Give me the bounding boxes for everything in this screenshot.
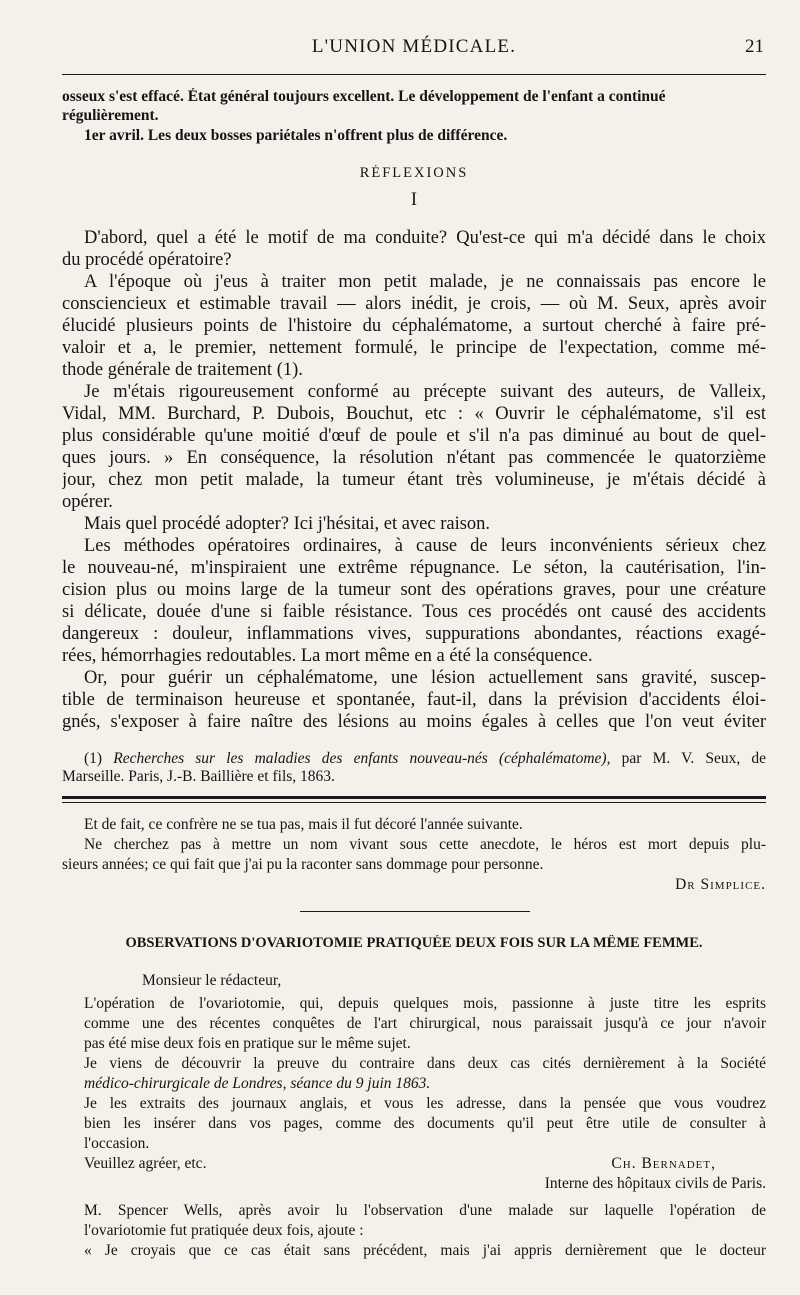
section-rule	[62, 802, 766, 803]
letter-line: Je viens de découvrir la preuve du contraire dans deux cas cités dernièrement à la Société	[84, 1055, 766, 1072]
footnote-marker: (1)	[84, 750, 103, 767]
footnote-line: Marseille. Paris, J.-B. Baillière et fils, 1863.	[62, 768, 335, 785]
paragraph-line: Vidal, MM. Burchard, P. Dubois, Bouchut, etc : « Ouvrir le céphalématome, s'il est	[62, 404, 766, 424]
paragraph-line: opérer.	[62, 492, 113, 512]
roman-numeral: I	[410, 190, 418, 210]
report-line: « Je croyais que ce cas était sans précédent, mais j'ai appris dernièrement que le docteur	[84, 1242, 766, 1259]
paragraph-line: le nouveau-né, m'inspiraient une extrême répugnance. Le séton, la cautérisation, l'in-	[62, 558, 766, 578]
signer-name: Ch. Bernadet,	[611, 1155, 716, 1172]
letter-line: pas été mise deux fois en pratique sur le même sujet.	[84, 1035, 411, 1052]
section-rule	[62, 796, 766, 799]
paragraph-line: Or, pour guérir un céphalématome, une lésion actuellement sans gravité, suscep-	[84, 668, 766, 688]
letter-line: Je les extraits des journaux anglais, et vous les adresse, dans la pensée que vous voudrez	[84, 1095, 766, 1112]
header-rule	[62, 74, 766, 75]
paragraph-line: valoir et a, le premier, nettement formulé, le principe de l'expectation, comme mé-	[62, 338, 766, 358]
journal-title: L'UNION MÉDICALE.	[311, 36, 517, 57]
paragraph-line: thode générale de traitement (1).	[62, 360, 303, 380]
paragraph-line: A l'époque où j'eus à traiter mon petit malade, je ne connaissais pas encore le	[84, 272, 766, 292]
paragraph-line: Les méthodes opératoires ordinaires, à cause de leurs inconvénients sérieux chez	[84, 536, 766, 556]
footnote-line	[62, 750, 766, 768]
paragraph-line: élucidé plusieurs points de l'histoire du céphalématome, a surtout cherché à faire pré-	[62, 316, 766, 336]
page-header	[62, 30, 766, 60]
footnote-citation: par M. V. Seux, de	[621, 750, 766, 767]
letter-line: bien les insérer dans vos pages, comme des documents qu'il peut être utile de consulter à	[84, 1115, 766, 1132]
paragraph-line: ques jours. » En conséquence, la résolution n'étant pas commencée le quatorzième	[62, 448, 766, 468]
letter-line: comme une des récentes conquêtes de l'art chirurgical, nous paraissait jusqu'à ce jour n'avoir	[84, 1015, 766, 1032]
anecdote-line: Ne cherchez pas à mettre un nom vivant sous cette anecdote, le héros est mort depuis plu-	[84, 836, 766, 853]
paragraph-line: plus considérable qu'une moitié d'œuf de poule et s'il n'a pas diminué au bout de quel-	[62, 426, 766, 446]
letter-line: médico-chirurgicale de Londres, séance du 9 juin 1863.	[84, 1075, 431, 1092]
report-line: l'ovariotomie fut pratiquée deux fois, ajoute :	[84, 1222, 364, 1239]
section-heading: RÉFLEXIONS	[359, 165, 469, 181]
anecdote-line: Et de fait, ce confrère ne se tua pas, mais il fut décoré l'année suivante.	[84, 816, 523, 833]
report-line: M. Spencer Wells, après avoir lu l'observation d'une malade sur laquelle l'opération de	[84, 1202, 766, 1219]
letter-line: l'occasion.	[84, 1135, 150, 1152]
separator-rule	[300, 911, 530, 912]
paragraph-line: du procédé opératoire?	[62, 250, 232, 270]
paragraph-line: cision plus ou moins large de la tumeur sont des opérations graves, pour une créature	[62, 580, 766, 600]
page-number: 21	[745, 36, 764, 57]
case-note-line: régulièrement.	[62, 107, 159, 124]
paragraph-line: Mais quel procédé adopter? Ici j'hésitai, et avec raison.	[84, 514, 491, 534]
paragraph-line: Je m'étais rigoureusement conformé au précepte suivant des auteurs, de Valleix,	[84, 382, 766, 402]
case-note-line: osseux s'est effacé. État général toujours excellent. Le développement de l'enfant a continué	[62, 88, 666, 105]
article-title: OBSERVATIONS D'OVARIOTOMIE PRATIQUÉE DEUX FOIS SUR LA MÊME FEMME.	[125, 935, 703, 951]
paragraph-line: tible de terminaison heureuse et spontanée, faut-il, dans la prévision d'accidents éloi-	[62, 690, 766, 710]
signature: Dr Simplice.	[675, 876, 766, 893]
closing: Veuillez agréer, etc.	[84, 1155, 207, 1172]
paragraph-line: rées, hémorrhagies redoutables. La mort même en a été la conséquence.	[62, 646, 593, 666]
paragraph-line: gnés, s'exposer à faire naître des lésions au moins égales à celles que l'on veut éviter	[62, 712, 766, 732]
case-note-line: 1er avril. Les deux bosses pariétales n'offrent plus de différence.	[84, 127, 508, 144]
letter-line: L'opération de l'ovariotomie, qui, depuis quelques mois, passionne à juste titre les esprits	[84, 995, 766, 1012]
footnote-title: Recherches sur les maladies des enfants nouveau-nés (céphalématome),	[113, 750, 611, 767]
paragraph-line: consciencieux et estimable travail — alors inédit, je crois, — où M. Seux, après avoir	[62, 294, 766, 314]
anecdote-line: sieurs années; ce qui fait que j'ai pu la raconter sans dommage pour personne.	[62, 856, 544, 873]
paragraph-line: jour, chez mon petit malade, la tumeur étant très volumineuse, je m'étais décidé à	[62, 470, 766, 490]
signer-title: Interne des hôpitaux civils de Paris.	[544, 1175, 766, 1192]
paragraph-line: si délicate, douée d'une si faible résistance. Tous ces procédés ont causé des accidents	[62, 602, 766, 622]
paragraph-line: D'abord, quel a été le motif de ma conduite? Qu'est-ce qui m'a décidé dans le choix	[84, 228, 766, 248]
paragraph-line: dangereux : douleur, inflammations vives, suppurations abondantes, réactions exagé-	[62, 624, 766, 644]
salutation: Monsieur le rédacteur,	[142, 972, 282, 989]
